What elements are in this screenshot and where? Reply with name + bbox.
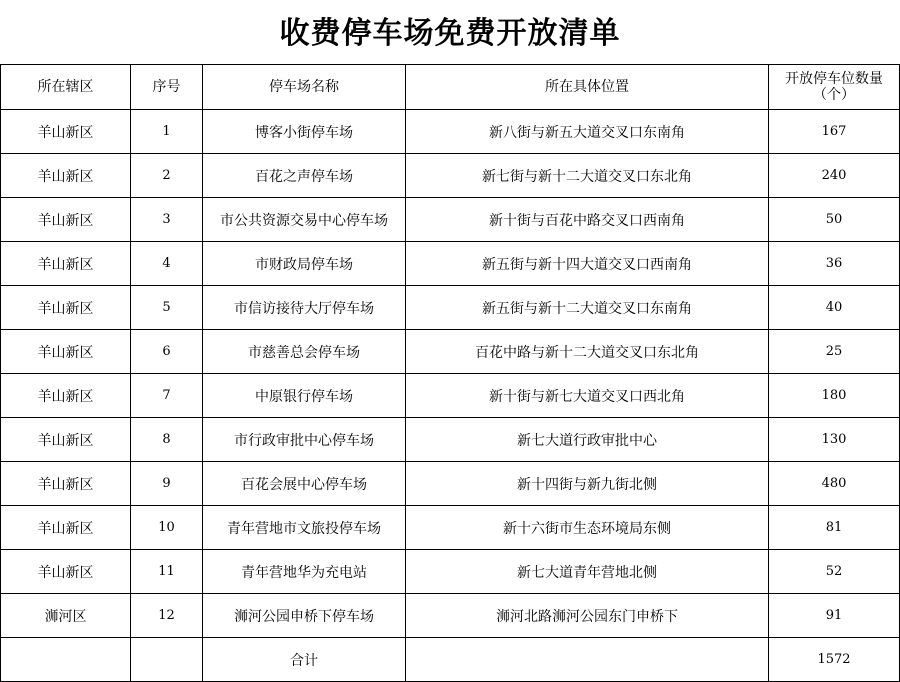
- district-cell: 羊山新区: [1, 418, 131, 462]
- parking-name-cell: 市行政审批中心停车场: [203, 418, 406, 462]
- table-row: [1, 154, 900, 198]
- parking-name-cell: 中原银行停车场: [203, 374, 406, 418]
- seq-cell: 7: [131, 374, 203, 418]
- spaces-cell: 81: [769, 506, 900, 550]
- parking-name-cell: 百花会展中心停车场: [203, 462, 406, 506]
- seq-cell: 6: [131, 330, 203, 374]
- table-row: [1, 330, 900, 374]
- total-location-cell: [406, 638, 769, 682]
- district-cell: 浉河区: [1, 594, 131, 638]
- header-row: [1, 65, 900, 110]
- spaces-cell: 50: [769, 198, 900, 242]
- location-cell: 新五街与新十四大道交叉口西南角: [406, 242, 769, 286]
- spaces-cell: 240: [769, 154, 900, 198]
- table-row: [1, 286, 900, 330]
- seq-cell: 4: [131, 242, 203, 286]
- table-row: [1, 198, 900, 242]
- table-row: [1, 594, 900, 638]
- spaces-cell: 52: [769, 550, 900, 594]
- parking-name-cell: 市公共资源交易中心停车场: [203, 198, 406, 242]
- parking-name-cell: 市财政局停车场: [203, 242, 406, 286]
- parking-name-cell: 市信访接待大厅停车场: [203, 286, 406, 330]
- table-row: [1, 110, 900, 154]
- spaces-cell: 36: [769, 242, 900, 286]
- total-row: [1, 638, 900, 682]
- location-cell: 新八街与新五大道交叉口东南角: [406, 110, 769, 154]
- table-row: [1, 418, 900, 462]
- district-cell: 羊山新区: [1, 154, 131, 198]
- seq-cell: 9: [131, 462, 203, 506]
- location-cell: 新七大道青年营地北侧: [406, 550, 769, 594]
- header-spaces-line1: 开放停车位数量: [785, 71, 883, 87]
- table-row: [1, 462, 900, 506]
- location-cell: 百花中路与新十二大道交叉口东北角: [406, 330, 769, 374]
- parking-name-cell: 百花之声停车场: [203, 154, 406, 198]
- total-district-cell: [1, 638, 131, 682]
- header-spaces-line2: （个）: [813, 87, 855, 103]
- header-spaces: [769, 65, 900, 110]
- location-cell: 新七大道行政审批中心: [406, 418, 769, 462]
- seq-cell: 10: [131, 506, 203, 550]
- district-cell: 羊山新区: [1, 242, 131, 286]
- parking-name-cell: 博客小街停车场: [203, 110, 406, 154]
- parking-list-table: [0, 64, 900, 682]
- spaces-cell: 180: [769, 374, 900, 418]
- total-spaces: 1572: [769, 638, 900, 682]
- header-name: 停车场名称: [203, 65, 406, 110]
- location-cell: 新十街与百花中路交叉口西南角: [406, 198, 769, 242]
- parking-name-cell: 青年营地华为充电站: [203, 550, 406, 594]
- seq-cell: 3: [131, 198, 203, 242]
- spaces-cell: 480: [769, 462, 900, 506]
- spaces-cell: 25: [769, 330, 900, 374]
- table-row: [1, 242, 900, 286]
- location-cell: 新十街与新七大道交叉口西北角: [406, 374, 769, 418]
- district-cell: 羊山新区: [1, 374, 131, 418]
- location-cell: 新十六街市生态环境局东侧: [406, 506, 769, 550]
- header-location: 所在具体位置: [406, 65, 769, 110]
- location-cell: 新十四街与新九街北侧: [406, 462, 769, 506]
- spaces-cell: 40: [769, 286, 900, 330]
- spaces-cell: 167: [769, 110, 900, 154]
- seq-cell: 12: [131, 594, 203, 638]
- district-cell: 羊山新区: [1, 462, 131, 506]
- seq-cell: 11: [131, 550, 203, 594]
- seq-cell: 8: [131, 418, 203, 462]
- location-cell: 浉河北路浉河公园东门申桥下: [406, 594, 769, 638]
- parking-name-cell: 市慈善总会停车场: [203, 330, 406, 374]
- district-cell: 羊山新区: [1, 198, 131, 242]
- total-label: 合计: [203, 638, 406, 682]
- seq-cell: 5: [131, 286, 203, 330]
- district-cell: 羊山新区: [1, 110, 131, 154]
- total-seq-cell: [131, 638, 203, 682]
- table-row: [1, 550, 900, 594]
- location-cell: 新七街与新十二大道交叉口东北角: [406, 154, 769, 198]
- header-seq: 序号: [131, 65, 203, 110]
- parking-name-cell: 浉河公园申桥下停车场: [203, 594, 406, 638]
- table-row: [1, 374, 900, 418]
- seq-cell: 2: [131, 154, 203, 198]
- table-row: [1, 506, 900, 550]
- district-cell: 羊山新区: [1, 550, 131, 594]
- header-district: 所在辖区: [1, 65, 131, 110]
- district-cell: 羊山新区: [1, 506, 131, 550]
- district-cell: 羊山新区: [1, 330, 131, 374]
- location-cell: 新五街与新十二大道交叉口东南角: [406, 286, 769, 330]
- district-cell: 羊山新区: [1, 286, 131, 330]
- spaces-cell: 91: [769, 594, 900, 638]
- parking-name-cell: 青年营地市文旅投停车场: [203, 506, 406, 550]
- spaces-cell: 130: [769, 418, 900, 462]
- seq-cell: 1: [131, 110, 203, 154]
- sheet-title: 收费停车场免费开放清单: [279, 16, 621, 51]
